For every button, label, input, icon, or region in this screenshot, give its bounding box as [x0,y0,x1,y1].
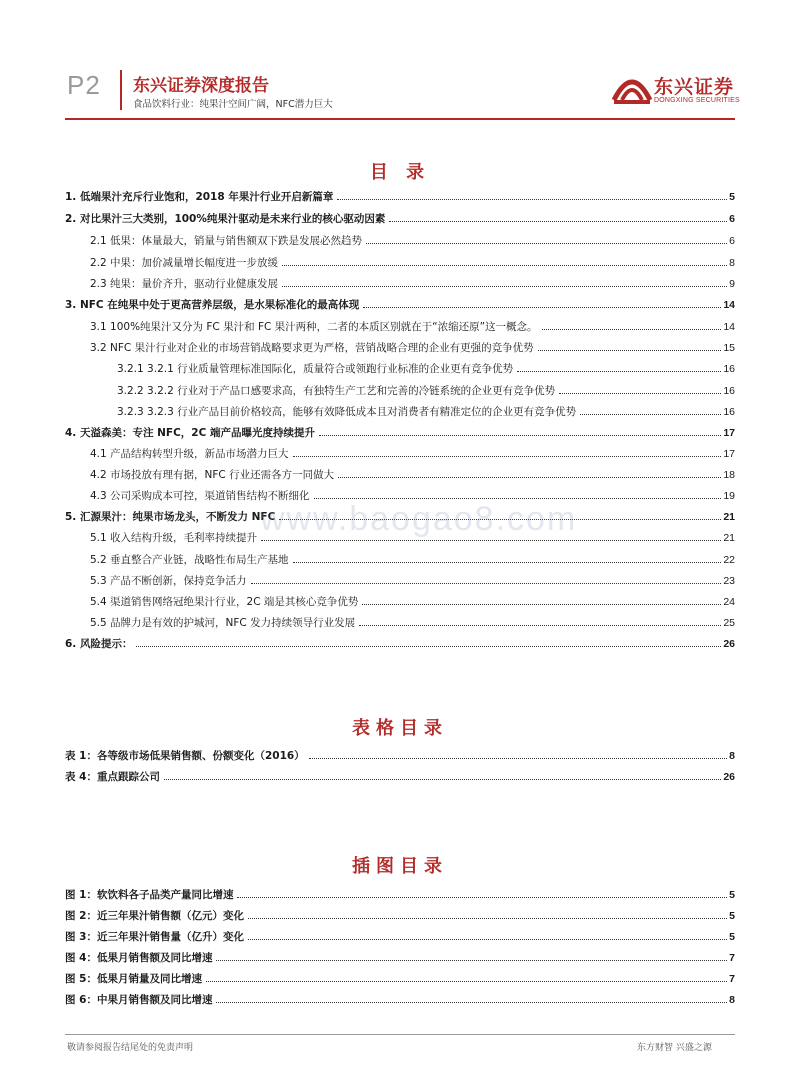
logo-cn-text: 东兴证券 [654,76,735,98]
toc-entry[interactable]: 3.2.1 3.2.1 行业质量管理标准国际化，质量符合或领跑行业标准的企业更有竞争优势 16 [117,363,735,375]
toc-entry[interactable]: 1. 低端果汁充斥行业饱和，2018 年果汁行业开启新篇章 5 [65,191,735,203]
footer-rule [65,1034,735,1035]
toc-entry[interactable]: 2.1 低果：体量最大，销量与销售额双下跌是发展必然趋势 6 [90,235,735,247]
figures-toc-title: 插图目录 [352,856,448,877]
logo-en-text: DONGXING SECURITIES [654,97,740,104]
figure-toc-entry[interactable]: 图 6：中果月销售额及同比增速 8 [65,994,735,1006]
toc-entry[interactable]: 3.2.3 3.2.3 行业产品目前价格较高，能够有效降低成本且对消费者有精准定位的企业更有竞争优势 16 [117,406,735,418]
page-number: P2 [67,70,101,100]
toc-entry[interactable]: 3. NFC 在纯果中处于更高营养层级，是水果标准化的最高体现 14 [65,299,735,311]
figure-toc-entry[interactable]: 图 1：软饮料各子品类产量同比增速 5 [65,889,735,901]
toc-entry[interactable]: 5.4 渠道销售网络冠绝果汁行业，2C 端是其核心竞争优势 24 [90,596,735,608]
figure-toc-entry[interactable]: 图 2：近三年果汁销售额（亿元）变化 5 [65,910,735,922]
report-subtitle: 食品饮料行业：纯果汁空间广阔，NFC潜力巨大 [133,99,333,110]
tables-toc-title: 表格目录 [352,718,448,739]
header-rule [65,118,735,120]
report-title: 东兴证券深度报告 [133,76,269,96]
toc-entry[interactable]: 2.3 纯果：量价齐升，驱动行业健康发展 9 [90,278,735,290]
watermark: www.baogao8.com [260,500,578,538]
toc-entry[interactable]: 5.2 垂直整合产业链，战略性布局生产基地 22 [90,554,735,566]
toc-entry[interactable]: 5. 汇源果汁：纯果市场龙头，不断发力 NFC 21 [65,511,735,523]
table-toc-entry[interactable]: 表 1：各等级市场低果销售额、份额变化（2016） 8 [65,750,735,762]
figure-toc-entry[interactable]: 图 3：近三年果汁销售量（亿升）变化 5 [65,931,735,943]
toc-entry[interactable]: 3.2.2 3.2.2 行业对于产品口感要求高，有独特生产工艺和完善的冷链系统的企业更有竞争优势 16 [117,385,735,397]
footer-slogan: 东方财智 兴盛之源 [637,1043,712,1053]
toc-entry[interactable]: 5.3 产品不断创新，保持竞争活力 23 [90,575,735,587]
figure-toc-entry[interactable]: 图 5：低果月销量及同比增速 7 [65,973,735,985]
footer-disclaimer: 敬请参阅报告结尾处的免责声明 [67,1043,194,1053]
toc-entry[interactable]: 4. 天溢森美：专注 NFC，2C 端产品曝光度持续提升 17 [65,427,735,439]
toc-entry[interactable]: 3.1 100%纯果汁又分为 FC 果汁和 FC 果汁两种，二者的本质区别就在于“浓缩还原”这一概念。 14 [90,321,735,333]
toc-entry[interactable]: 6. 风险提示： 26 [65,638,735,650]
toc-entry[interactable]: 4.2 市场投放有理有据，NFC 行业还需各方一同做大 18 [90,469,735,481]
toc-title: 目 录 [369,162,431,183]
toc-entry[interactable]: 3.2 NFC 果汁行业对企业的市场营销战略要求更为严格，营销战略合理的企业有更强的竞争优势 15 [90,342,735,354]
toc-entry[interactable]: 5.1 收入结构升级，毛利率持续提升 21 [90,532,735,544]
toc-entry[interactable]: 5.5 品牌力是有效的护城河，NFC 发力持续领导行业发展 25 [90,617,735,629]
toc-entry[interactable]: 4.1 产品结构转型升级，新品市场潜力巨大 17 [90,448,735,460]
logo-mark-icon [612,66,652,106]
header-divider [120,70,122,110]
figure-toc-entry[interactable]: 图 4：低果月销售额及同比增速 7 [65,952,735,964]
toc-entry[interactable]: 2. 对比果汁三大类别，100%纯果汁驱动是未来行业的核心驱动因素 6 [65,213,735,225]
table-toc-entry[interactable]: 表 4：重点跟踪公司 26 [65,771,735,783]
toc-entry[interactable]: 4.3 公司采购成本可控，渠道销售结构不断细化 19 [90,490,735,502]
toc-entry[interactable]: 2.2 中果：加价减量增长幅度进一步放缓 8 [90,257,735,269]
